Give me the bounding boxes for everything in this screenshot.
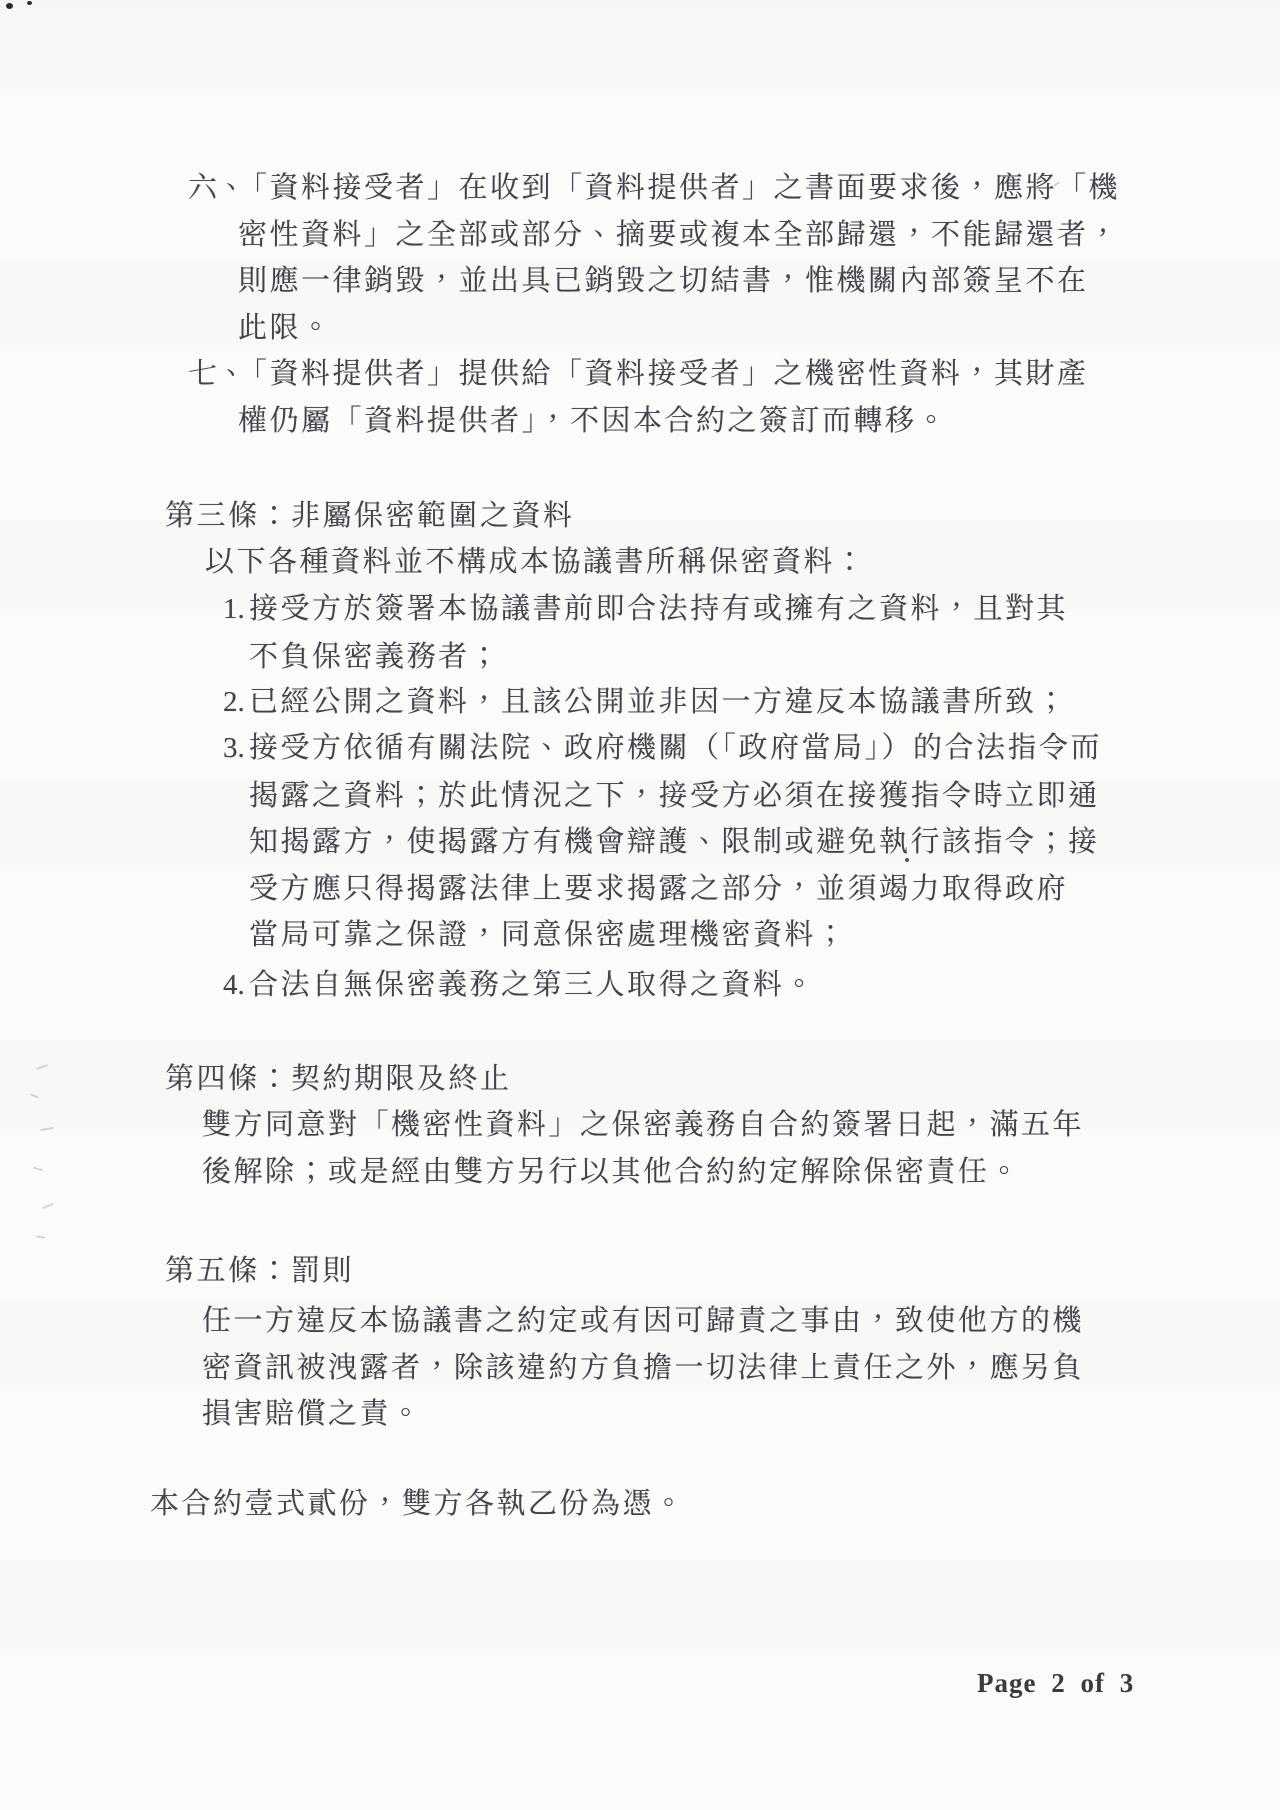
text-line: 知揭露方，使揭露方有機會辯護、限制或避免執行該指令；接: [249, 824, 1100, 858]
subitem-3: [0, 724, 1280, 958]
text-line: [0, 678, 1280, 726]
list-number: 2.: [223, 686, 245, 718]
clause-number: 七、: [188, 356, 247, 390]
article-3-intro: [0, 538, 1280, 585]
article-3-heading: [0, 492, 1280, 539]
list-number: 4.: [223, 969, 245, 1001]
text-line: 合法自無保密義務之第三人取得之資料。: [249, 967, 817, 1001]
scan-artifact: [36, 1235, 45, 1238]
section-heading: 第三條：非屬保密範圍之資料: [165, 498, 575, 532]
text-line: 已經公開之資料，且該公開並非因一方違反本協議書所致；: [249, 684, 1069, 718]
clause-item-6: [0, 164, 1280, 350]
scan-artifact: [27, 1, 32, 5]
text-line: 接受方於簽署本協議書前即合法持有或擁有之資料，且對其: [249, 591, 1069, 625]
text-line: 任一方違反本協議書之約定或有因可歸責之事由，致使他方的機: [202, 1303, 1085, 1337]
text-line: 此限。: [238, 309, 333, 344]
text-line: [0, 164, 1280, 211]
page-number: Page 2 of 3: [977, 1668, 1135, 1698]
text-line: 密性資料」之全部或部分、摘要或複本全部歸還，不能歸還者，: [238, 216, 1121, 251]
article-4-heading: [0, 1055, 1280, 1102]
article-5-heading: [0, 1247, 1280, 1294]
text-line: 後解除；或是經由雙方另行以其他合約約定解除保密責任。: [202, 1153, 1022, 1188]
text-line: [0, 585, 1280, 633]
list-number: 1.: [223, 593, 245, 625]
text-line: 當局可靠之保證，同意保密處理機密資料；: [249, 917, 848, 951]
section-heading: 第四條：契約期限及終止: [165, 1061, 512, 1095]
closing-sentence: [0, 1480, 1280, 1527]
subitem-2: [0, 678, 1280, 726]
text-line: 接受方依循有關法院、政府機關（「政府當局」）的合法指令而: [249, 730, 1103, 764]
scan-artifact: [42, 1203, 54, 1209]
clause-item-7: [0, 350, 1280, 443]
list-number: 3.: [223, 732, 245, 764]
subitem-1: [0, 585, 1280, 679]
text-line: 揭露之資料；於此情況之下，接受方必須在接獲指令時立即通: [249, 777, 1100, 812]
text-line: [0, 961, 1280, 1009]
text-line: 雙方同意對「機密性資料」之保密義務自合約簽署日起，滿五年: [202, 1107, 1085, 1141]
text-line: [0, 350, 1280, 397]
text-line: [0, 724, 1280, 772]
section-heading: 第五條：罰則: [165, 1253, 355, 1287]
subitem-4: [0, 961, 1280, 1009]
article-5-paragraph: [0, 1297, 1280, 1437]
text-line: 損害賠償之責。: [202, 1396, 423, 1430]
text-line: 則應一律銷毀，並出具已銷毀之切結書，惟機關內部簽呈不在: [238, 263, 1089, 297]
article-4-paragraph: [0, 1101, 1280, 1194]
text-line: 密資訊被洩露者，除該違約方負擔一切法律上責任之外，應另負: [202, 1349, 1085, 1384]
text-line: 受方應只得揭露法律上要求揭露之部分，並須竭力取得政府: [249, 870, 1069, 905]
text-line: 「資料提供者」提供給「資料接受者」之機密性資料，其財產: [238, 356, 1089, 390]
scan-artifact: [905, 858, 909, 862]
text-line: 不負保密義務者；: [249, 638, 502, 673]
text-line: 本合約壹式貳份，雙方各執乙份為憑。: [150, 1486, 686, 1520]
scan-artifact: [6, 3, 13, 9]
text-line: 「資料接受者」在收到「資料提供者」之書面要求後，應將「機: [238, 170, 1121, 204]
text-line: 權仍屬「資料提供者」，不因本合約之簽訂而轉移。: [238, 402, 949, 437]
clause-number: 六、: [188, 170, 247, 204]
text-line: 以下各種資料並不構成本協議書所稱保密資料：: [205, 544, 867, 578]
